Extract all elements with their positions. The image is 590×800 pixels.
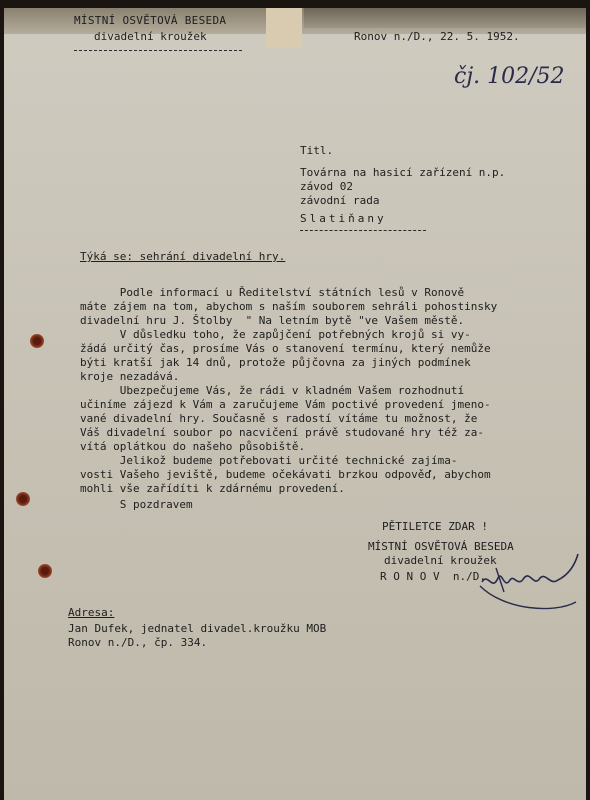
recipient-salutation: Titl. <box>300 144 334 157</box>
body-line: Váš divadelní soubor po nacvičení právě studované hry též za- <box>80 426 484 439</box>
body-line: divadelní hru J. Štolby " Na letním bytě "ve Vašem městě. <box>80 314 465 327</box>
body-line: vané divadelní hry. Současně s radostí vítáme tu možnost, že <box>80 412 478 425</box>
recipient-line1: Továrna na hasicí zařízení n.p. <box>300 166 506 179</box>
recipient-line2: závod 02 <box>300 180 353 193</box>
body-line: vítá oplátkou do našeho působiště. <box>80 440 306 453</box>
letter-page <box>4 8 586 800</box>
punch-hole <box>38 564 52 578</box>
body-line: vosti Vašeho jeviště, budeme očekávati brzkou odpověď, abychom <box>80 468 491 481</box>
body-line: mohli vše zařídíti k zdárnému provedení. <box>80 482 345 495</box>
place-date: Ronov n./D., 22. 5. 1952. <box>354 30 520 43</box>
body-line: Ubezpečujeme Vás, že rádi v kladném Vašem rozhodnutí <box>80 384 465 397</box>
address-label: Adresa: <box>68 606 115 619</box>
punch-hole <box>30 334 44 348</box>
body-line: Jelikož budeme potřebovati určité technické zajíma- <box>80 454 458 467</box>
closing-group: divadelní kroužek <box>384 554 497 567</box>
punch-hole <box>16 492 30 506</box>
edge-shadow <box>304 8 586 28</box>
address-line2: Ronov n./D., čp. 334. <box>68 636 208 649</box>
body-line: býti kratší jak 14 dnů, protože půjčovna za jiných podmínek <box>80 356 471 369</box>
body-line: S pozdravem <box>80 498 193 511</box>
paper-tape <box>266 8 302 48</box>
letterhead-org: MÍSTNÍ OSVĚTOVÁ BESEDA <box>74 14 227 27</box>
subject-line: Týká se: sehrání divadelní hry. <box>80 250 286 263</box>
body-line: kroje nezadává. <box>80 370 180 383</box>
letterhead-group: divadelní kroužek <box>94 30 207 43</box>
body-line: Podle informací u Ředitelství státních lesů v Ronově <box>80 286 465 299</box>
letterhead-rule <box>74 50 242 51</box>
signature <box>474 548 584 618</box>
address-line1: Jan Dufek, jednatel divadel.kroužku MOB <box>68 622 327 635</box>
recipient-city: Slatiňany <box>300 212 387 225</box>
recipient-line3: závodní rada <box>300 194 380 207</box>
closing-slogan: PĚTILETCE ZDAR ! <box>382 520 488 533</box>
city-underline <box>300 230 426 231</box>
closing-town: R O N O V n./D. <box>380 570 486 583</box>
body-line: žádá určitý čas, prosíme Vás o stanovení termínu, který nemůže <box>80 342 491 355</box>
reference-number: čj. 102/52 <box>454 64 565 89</box>
body-line: učiníme zájezd k Vám a zaručujeme Vám poctivé provedení jmeno- <box>80 398 491 411</box>
closing-org: MÍSTNÍ OSVĚTOVÁ BESEDA <box>368 540 514 553</box>
body-line: máte zájem na tom, abychom s naším souborem sehráli pohostinsky <box>80 300 498 313</box>
body-line: V důsledku toho, že zapůjčení potřebných krojů si vy- <box>80 328 471 341</box>
